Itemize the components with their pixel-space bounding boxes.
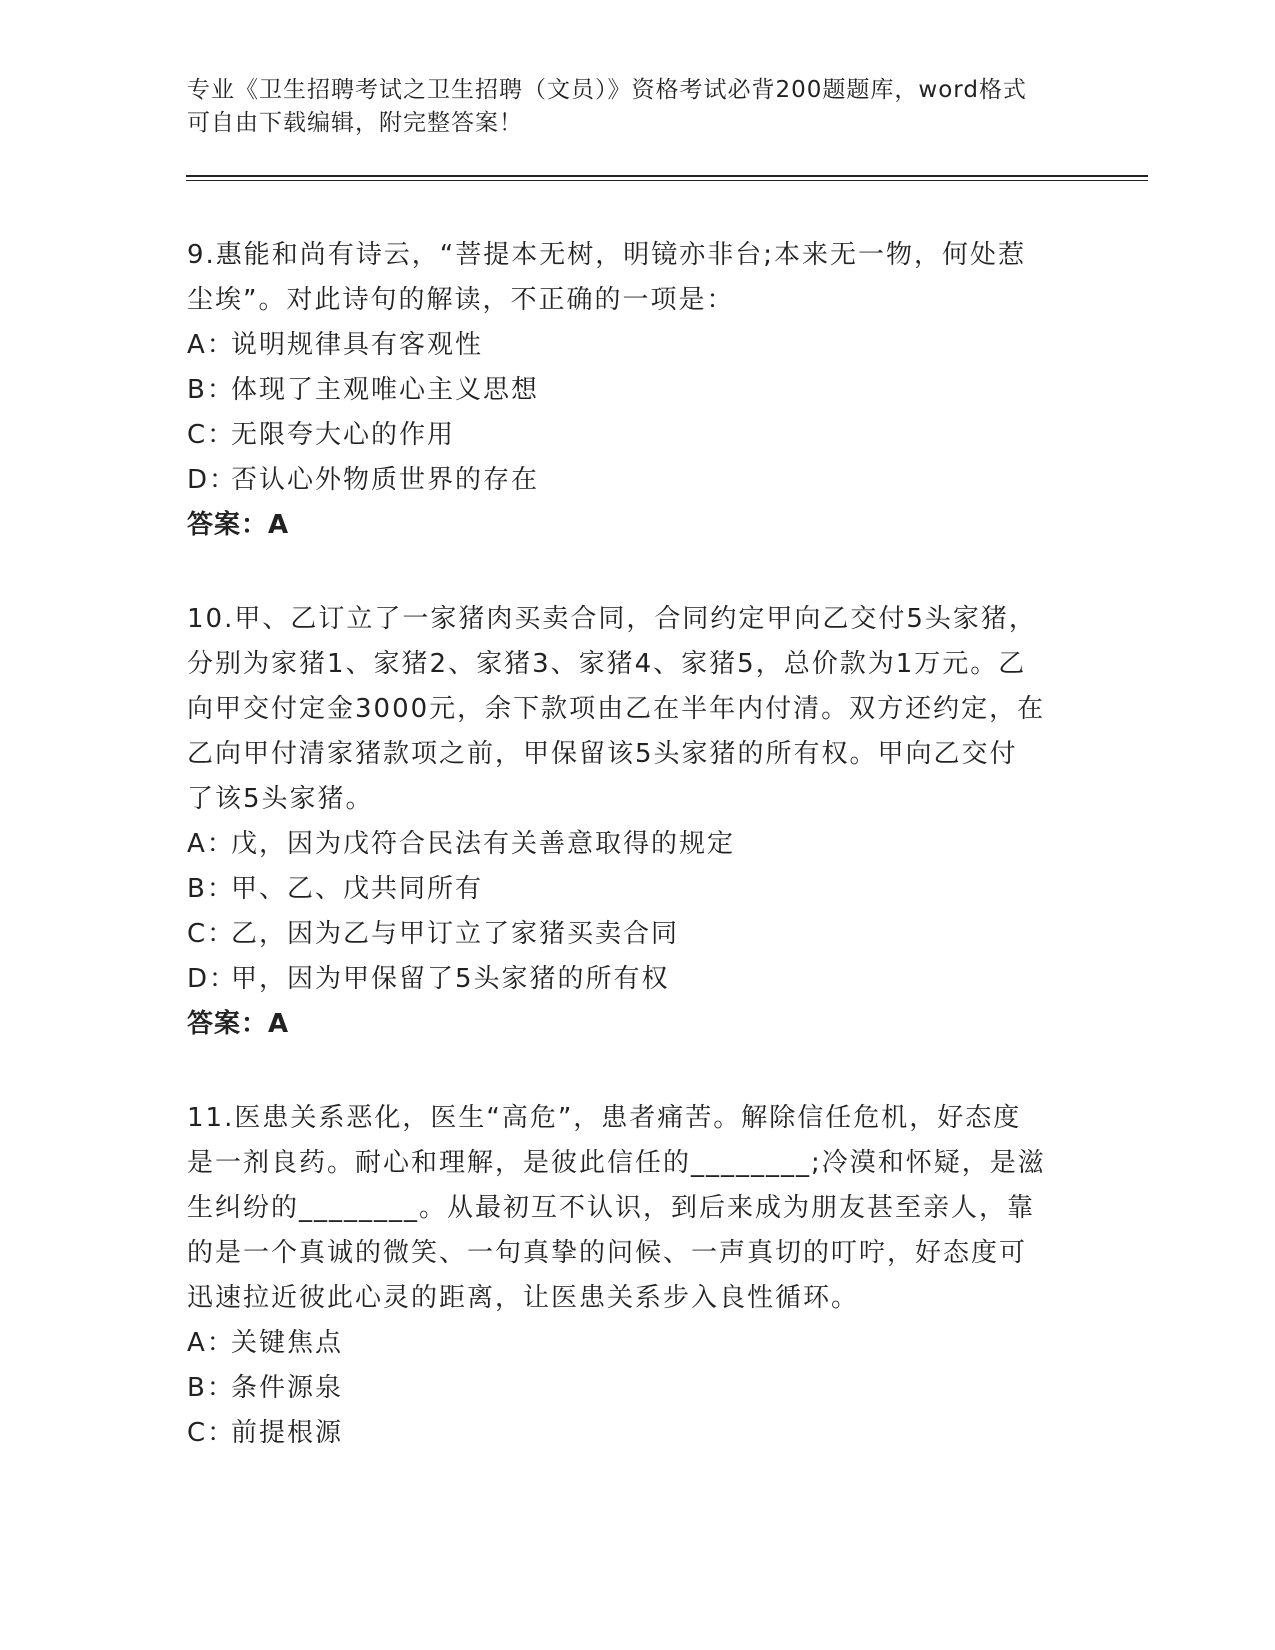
option-key: C： xyxy=(187,919,236,949)
option-c xyxy=(187,912,1087,957)
option-text: 甲、乙、戊共同所有 xyxy=(231,874,484,904)
question-stem-line: 尘埃”。对此诗句的解读，不正确的一项是： xyxy=(187,285,735,315)
option-b xyxy=(187,1366,1087,1411)
question-stem-line: 是一剂良药。耐心和理解，是彼此信任的________;冷漠和怀疑，是滋 xyxy=(187,1148,1046,1178)
option-text: 说明规律具有客观性 xyxy=(231,330,484,360)
option-text: 无限夸大心的作用 xyxy=(231,420,456,450)
option-key: B： xyxy=(187,375,235,405)
question-stem-line: 了该5头家猪。 xyxy=(187,784,374,814)
option-text: 乙，因为乙与甲订立了家猪买卖合同 xyxy=(231,919,680,949)
option-text: 条件源泉 xyxy=(231,1373,344,1403)
question-stem-line: 10.甲、乙订立了一家猪肉买卖合同，合同约定甲向乙交付5头家猪， xyxy=(187,604,1037,634)
question-9 xyxy=(187,233,1087,548)
document-header xyxy=(187,74,1067,140)
question-stem-line: 9.惠能和尚有诗云，“菩提本无树，明镜亦非台;本来无一物，何处惹 xyxy=(187,240,1027,270)
question-11 xyxy=(187,1096,1087,1456)
question-stem-line: 的是一个真诚的微笑、一句真挚的问候、一声真切的叮咛，好态度可 xyxy=(187,1238,1028,1268)
option-key: D： xyxy=(187,465,238,495)
option-text: 否认心外物质世界的存在 xyxy=(231,465,540,495)
answer-line: 答案：A xyxy=(187,510,290,540)
option-a xyxy=(187,822,1087,867)
option-text: 前提根源 xyxy=(231,1418,344,1448)
option-key: B： xyxy=(187,874,235,904)
header-line-1: 专业《卫生招聘考试之卫生招聘（文员）》资格考试必背200题题库，word格式 xyxy=(187,77,1027,103)
option-text: 戊，因为戊符合民法有关善意取得的规定 xyxy=(231,829,736,859)
question-stem-line: 分别为家猪1、家猪2、家猪3、家猪4、家猪5，总价款为1万元。乙 xyxy=(187,649,1027,679)
option-d xyxy=(187,957,1087,1002)
question-stem-line: 向甲交付定金3000元，余下款项由乙在半年内付清。双方还约定，在 xyxy=(187,694,1046,724)
question-10 xyxy=(187,597,1087,1047)
option-text: 体现了主观唯心主义思想 xyxy=(231,375,540,405)
header-divider-thin xyxy=(186,180,1148,181)
option-a xyxy=(187,323,1087,368)
option-key: A： xyxy=(187,1328,235,1358)
option-key: B： xyxy=(187,1373,235,1403)
option-a xyxy=(187,1321,1087,1366)
option-c xyxy=(187,1411,1087,1456)
question-stem-line: 乙向甲付清家猪款项之前，甲保留该5头家猪的所有权。甲向乙交付 xyxy=(187,739,1018,769)
option-key: C： xyxy=(187,420,236,450)
question-stem-line: 生纠纷的________。从最初互不认识，到后来成为朋友甚至亲人，靠 xyxy=(187,1193,1036,1223)
option-text: 甲，因为甲保留了5头家猪的所有权 xyxy=(231,964,670,994)
option-key: D： xyxy=(187,964,238,994)
header-divider-thick xyxy=(186,175,1148,177)
option-key: A： xyxy=(187,330,235,360)
option-text: 关键焦点 xyxy=(231,1328,344,1358)
question-stem-line: 11.医患关系恶化，医生“高危”，患者痛苦。解除信任危机，好态度 xyxy=(187,1103,1022,1133)
option-b xyxy=(187,368,1087,413)
option-key: C： xyxy=(187,1418,236,1448)
answer-line: 答案：A xyxy=(187,1009,290,1039)
option-key: A： xyxy=(187,829,235,859)
option-c xyxy=(187,413,1087,458)
question-stem-line: 迅速拉近彼此心灵的距离，让医患关系步入良性循环。 xyxy=(187,1283,860,1313)
option-b xyxy=(187,867,1087,912)
option-d xyxy=(187,458,1087,503)
header-line-2: 可自由下载编辑，附完整答案！ xyxy=(187,110,523,136)
